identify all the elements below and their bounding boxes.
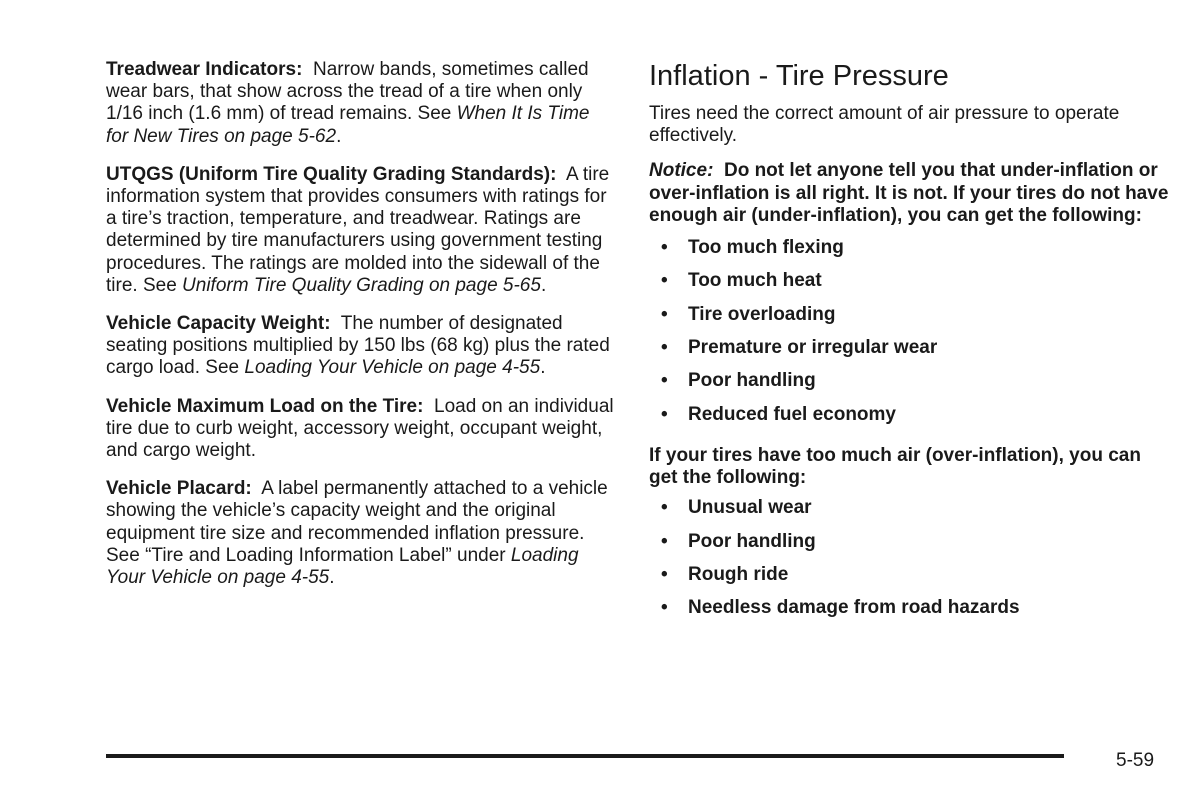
list-item bbox=[649, 370, 1169, 403]
list-item bbox=[649, 597, 1169, 630]
notice-paragraph bbox=[649, 160, 1169, 227]
bullet-icon: • bbox=[661, 303, 668, 325]
bullet-icon: • bbox=[661, 370, 668, 392]
bullet-icon: • bbox=[661, 563, 668, 585]
notice-label: Notice: bbox=[649, 160, 714, 182]
list-item bbox=[649, 404, 1169, 437]
list-item bbox=[649, 304, 1169, 337]
glossary-tail: . bbox=[540, 274, 547, 296]
left-column bbox=[106, 59, 616, 605]
glossary-tail: . bbox=[540, 357, 546, 379]
glossary-term: Vehicle Maximum Load on the Tire: bbox=[106, 395, 424, 417]
glossary-definition: Load on an individual tire due to curb weight, accessory weight, occupant weight, and cargo weight. bbox=[106, 395, 614, 462]
glossary-definition: The number of designated seating positions multiplied by 150 lbs (68 kg) plus the rated cargo load. See bbox=[106, 313, 610, 379]
list-item-text: Reduced fuel economy bbox=[688, 403, 896, 425]
list-item-text: Poor handling bbox=[688, 370, 816, 392]
list-item-text: Poor handling bbox=[688, 530, 816, 552]
glossary-definition: Narrow bands, sometimes called wear bars, that show across the tread of a tire when only 1/16 inch (1.6 mm) of tread remains. See bbox=[106, 59, 589, 125]
glossary-entry-treadwear-indicators bbox=[106, 59, 616, 148]
glossary-entry-vehicle-capacity-weight bbox=[106, 313, 616, 380]
glossary-entry-vehicle-maximum-load bbox=[106, 396, 616, 463]
list-item-text: Needless damage from road hazards bbox=[688, 597, 1020, 619]
list-item-text: Too much flexing bbox=[688, 237, 844, 259]
cross-reference: Uniform Tire Quality Grading on page 5-65 bbox=[182, 274, 541, 296]
bullet-icon: • bbox=[661, 497, 668, 519]
list-item bbox=[649, 337, 1169, 370]
glossary-entry-utqgs bbox=[106, 164, 616, 297]
bullet-icon: • bbox=[661, 530, 668, 552]
footer-rule bbox=[106, 754, 1064, 758]
under-inflation-list bbox=[649, 237, 1169, 437]
over-inflation-list bbox=[649, 497, 1169, 630]
cross-reference: Loading Your Vehicle on page 4-55 bbox=[244, 357, 541, 379]
bullet-icon: • bbox=[661, 336, 668, 358]
section-title: Inflation - Tire Pressure bbox=[649, 60, 949, 92]
intro-paragraph: Tires need the correct amount of air pressure to operate effectively. bbox=[649, 103, 1120, 147]
glossary-term: Vehicle Placard: bbox=[106, 478, 252, 500]
glossary-entry-vehicle-placard bbox=[106, 478, 616, 589]
cross-reference: When It Is Time for New Tires on page 5-62 bbox=[106, 103, 590, 147]
glossary-definition: A label permanently attached to a vehicle showing the vehicle’s capacity weight and the original equipment tire size and recommended inflation pressure. See “Tire and Loading Information Label” under bbox=[106, 478, 608, 566]
glossary-tail: . bbox=[336, 125, 342, 147]
list-item bbox=[649, 237, 1169, 270]
list-item bbox=[649, 270, 1169, 303]
list-item-text: Tire overloading bbox=[688, 303, 836, 325]
bullet-icon: • bbox=[661, 237, 668, 259]
page-number: 5-59 bbox=[1116, 750, 1155, 771]
notice-text: Do not let anyone tell you that under-inflation or over-inflation is all right. It is not. If your tires do not have enough air (under-inflation), you can get the following: bbox=[649, 160, 1169, 226]
glossary-term: Treadwear Indicators: bbox=[106, 59, 303, 80]
glossary-term: UTQGS (Uniform Tire Quality Grading Standards): bbox=[106, 163, 557, 185]
list-item-text: Rough ride bbox=[688, 563, 789, 585]
list-item-text: Premature or irregular wear bbox=[688, 336, 938, 358]
glossary-term: Vehicle Capacity Weight: bbox=[106, 313, 331, 335]
right-column bbox=[649, 59, 1169, 638]
glossary-tail: . bbox=[329, 567, 335, 589]
bullet-icon: • bbox=[661, 403, 668, 425]
list-item bbox=[649, 564, 1169, 597]
list-item bbox=[649, 531, 1169, 564]
list-item-text: Too much heat bbox=[688, 270, 822, 292]
bullet-icon: • bbox=[661, 597, 668, 619]
list-item bbox=[649, 497, 1169, 530]
list-item-text: Unusual wear bbox=[688, 497, 812, 519]
over-inflation-intro: If your tires have too much air (over-inflation), you can get the following: bbox=[649, 444, 1141, 488]
bullet-icon: • bbox=[661, 270, 668, 292]
glossary-definition: A tire information system that provides consumers with ratings for a tire’s traction, temperature, and treadwear. Ratings are determined by tire manufacturers using government testing procedures. The ratings are molded into the sidewall of the tire. See bbox=[106, 163, 610, 296]
cross-reference: Loading Your Vehicle on page 4-55 bbox=[106, 544, 579, 589]
